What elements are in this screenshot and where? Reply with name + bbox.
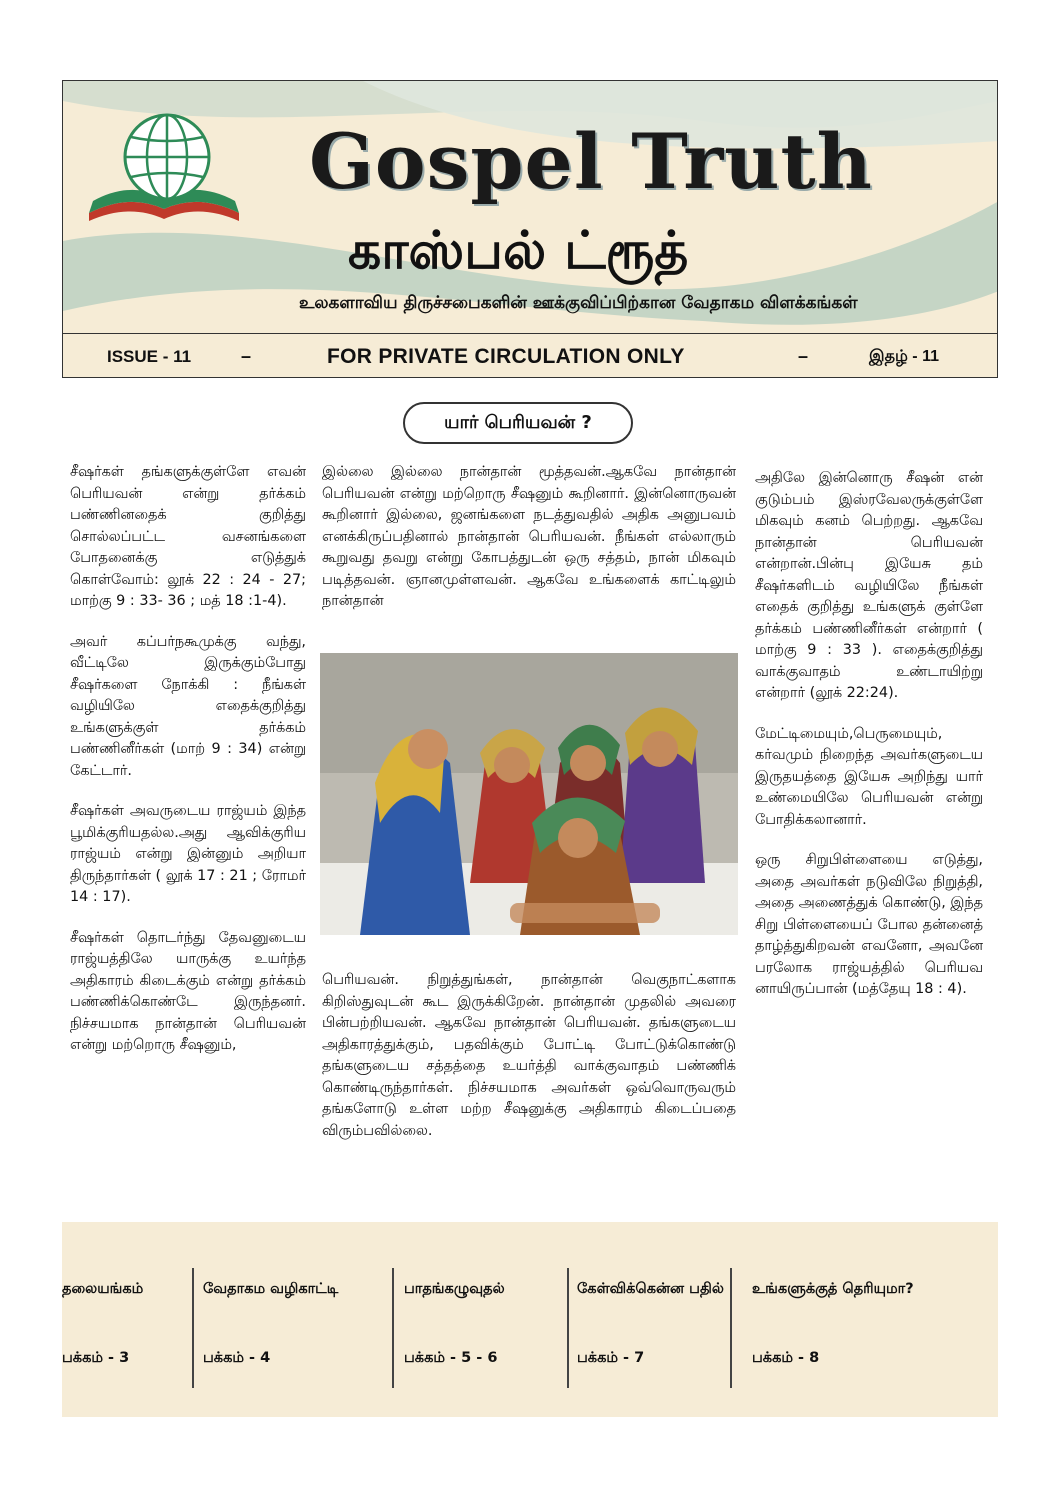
paragraph: அதிலே இன்னொரு சீஷன் என் குடும்பம் இஸ்ரவேலருக்குள்ளே மிகவும் கனம் பெற்றது. ஆகவே நான்தான் பெரியவன் என்றான்.பின்பு இயேசு தம் சீஷர்களிடம் வழியிலே நீங்கள் எதைக் குறித்து உங்களுக் குள்ளே தர்க்கம் பண்ணினீர்கள் என்றார் ( மாற்கு 9 : 33 ). எதைக்குறித்து வாக்குவாதம் உண்டாயிற்று என்றார் (லூக் 22:24).	[755, 470, 983, 701]
contents-item-title: வேதாகம வழிகாட்டி	[203, 1281, 339, 1297]
article-title: யார் பெரியவன் ?	[403, 402, 633, 444]
article-column-middle-bottom	[322, 970, 736, 1161]
paragraph: பெரியவன். நிறுத்துங்கள், நான்தான் வெகுநாட்களாக கிறிஸ்துவுடன் கூட இருக்கிறேன். நான்தான் முதலில் அவரை பின்பற்றியவன். ஆகவே நான்தான் பெரியவன். தங்களுடைய அதிகாரத்துக்கும், பதவிக்கும் போட்டி போட்டுக்கொண்டு தங்களுடைய சத்தத்தை உயர்த்தி வாக்குவாதம் பண்ணிக் கொண்டிருந்தார்கள். நிச்சயமாக அவர்கள் ஒவ்வொருவரும் தங்களோடு உள்ள மற்ற சீஷனுக்கு அதிகாரம் கிடைப்பதை விரும்பவில்லை.	[322, 972, 736, 1139]
article-column-left	[70, 462, 306, 1076]
contents-item[interactable]	[752, 1268, 992, 1390]
tagline: உலகளாவிய திருச்சபைகளின் ஊக்குவிப்பிற்கான வேதாகம விளக்கங்கள்	[299, 293, 858, 313]
contents-item-page: பக்கம் - 7	[577, 1350, 645, 1366]
newsletter-title-tamil: காஸ்பல் ட்ரூத்	[348, 221, 689, 281]
contents-item-title: கேள்விக்கென்ன பதில்	[577, 1281, 724, 1297]
contents-item[interactable]	[404, 1268, 564, 1390]
paragraph: மேட்டிமையும்,பெருமையும், கர்வமும் நிறைந்த அவர்களுடைய இருதயத்தை இயேசு அறிந்து யார் உண்மையிலே பெரியவன் என்று போதிக்கலானார்.	[755, 725, 983, 828]
column-divider	[730, 1268, 732, 1388]
paragraph: சீஷர்கள் தொடர்ந்து தேவனுடைய ராஜ்யத்திலே யாருக்கு உயர்ந்த அதிகாரம் கிடைக்கும் என்று தர்க்கம் பண்ணிக்கொண்டே இருந்தனர். நிச்சயமாக நான்தான் பெரியவன் என்று மற்றொரு சீஷனும்,	[70, 929, 306, 1053]
article-column-middle-top	[322, 462, 736, 632]
contents-item-page: பக்கம் - 4	[203, 1350, 271, 1366]
contents-item-title: பாதங்கழுவுதல்	[404, 1281, 505, 1297]
contents-item-title: தலையங்கம்	[62, 1281, 144, 1297]
contents-item[interactable]	[62, 1268, 190, 1390]
paragraph: சீஷர்கள் அவருடைய ராஜ்யம் இந்த பூமிக்குரியதல்ல.அது ஆவிக்குரிய ராஜ்யம் என்று இன்னும் அறியா திருந்தார்கள் ( லூக் 17 : 21 ; ரோமர் 14 : 17).	[70, 803, 306, 905]
contents-item-page: பக்கம் - 8	[752, 1350, 820, 1366]
circulation-notice: FOR PRIVATE CIRCULATION ONLY	[327, 344, 685, 368]
paragraph: ஒரு சிறுபிள்ளையை எடுத்து, அதை அவர்கள் நடுவிலே நிறுத்தி, அதை அணைத்துக் கொண்டு, இந்த சிறு பிள்ளையைப் போல தன்னைத் தாழ்த்துகிறவன் எவனோ, அவனே பரலோக ராஜ்யத்தில் பெரியவ னாயிருப்பான் (மத்தேயு 18 : 4).	[755, 852, 983, 997]
contents-item-title: உங்களுக்குத் தெரியுமா?	[752, 1281, 914, 1297]
issue-bar	[63, 333, 997, 378]
disciples-painting-icon	[320, 653, 738, 935]
column-divider	[192, 1268, 194, 1388]
contents-item-page: பக்கம் - 3	[62, 1350, 130, 1366]
separator-dash: –	[798, 346, 809, 366]
issue-number-tamil: இதழ் - 11	[869, 347, 939, 365]
contents-table	[62, 1268, 998, 1390]
issue-number: ISSUE - 11	[107, 346, 192, 366]
paragraph: அவர் கப்பர்நகூமுக்கு வந்து, வீட்டிலே இருக்கும்போது சீஷர்களை நோக்கி : நீங்கள் வழியிலே எதைக்குறித்து உங்களுக்குள் தர்க்கம் பண்ணினீர்கள் (மாற் 9 : 34) என்று கேட்டார்.	[70, 633, 306, 779]
column-divider	[392, 1268, 394, 1388]
article-column-right	[755, 468, 983, 1020]
contents-item-page: பக்கம் - 5 - 6	[404, 1350, 498, 1366]
globe-book-logo-icon	[79, 105, 249, 235]
column-divider	[567, 1268, 569, 1388]
disciples-illustration	[320, 653, 738, 935]
separator-dash: –	[241, 346, 252, 366]
masthead	[62, 80, 998, 378]
contents-item[interactable]	[203, 1268, 388, 1390]
paragraph: இல்லை இல்லை நான்தான் மூத்தவன்.ஆகவே நான்தான் பெரியவன் என்று மற்றொரு சீஷனும் கூறினார். இன்னொருவன் கூறினார் இல்லை, ஜனங்களை நடத்துவதில் அதிக அனுபவம் எனக்கிருப்பதினால் நான்தான் பெரியவன். நீங்கள் எல்லாரும் கூறுவது தவறு என்று கோபத்துடன் ஒரு சத்தம், நான் மிகவும் படித்தவன். ஞானமுள்ளவன். ஆகவே உங்களைக் காட்டிலும் நான்தான்	[322, 464, 736, 609]
newsletter-title: Gospel Truth	[309, 117, 873, 206]
contents-item[interactable]	[577, 1268, 727, 1390]
paragraph: சீஷர்கள் தங்களுக்குள்ளே எவன் பெரியவன் என்று தர்க்கம் பண்ணினதைக் குறித்து சொல்லப்பட்ட வசனங்களை போதனைக்கு எடுத்துக் கொள்வோம்: லூக் 22 : 24 - 27; மாற்கு 9 : 33- 36 ; மத் 18 :1-4).	[70, 464, 306, 609]
